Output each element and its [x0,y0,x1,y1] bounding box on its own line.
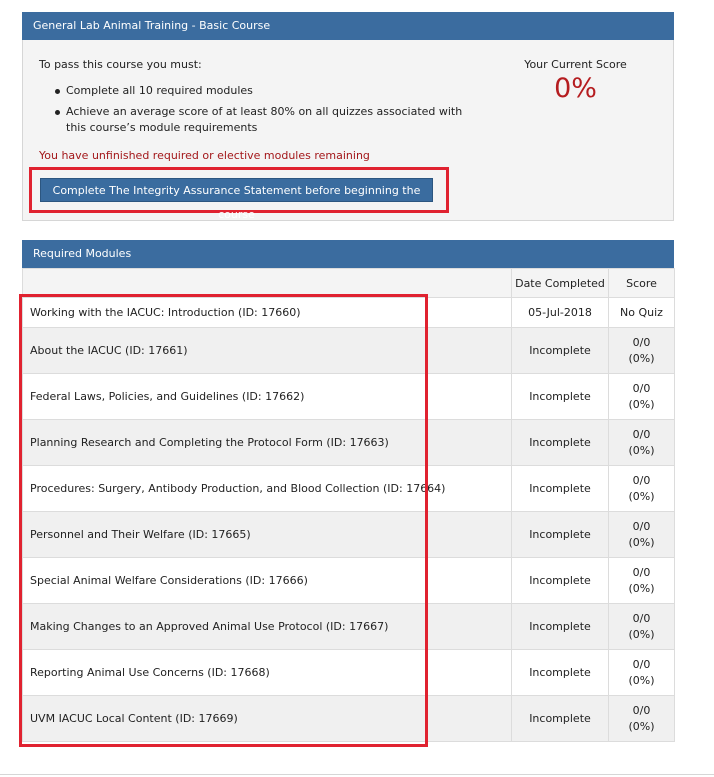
module-score-value: 0/0 [632,565,651,579]
module-score-percent: (0%) [628,397,655,411]
module-date-completed: Incomplete [512,420,609,466]
module-score-percent: (0%) [628,351,655,365]
current-score-label: Your Current Score [524,58,627,71]
module-name-link[interactable]: Reporting Animal Use Concerns (ID: 17668) [23,650,512,696]
module-score [609,298,675,328]
module-score-value: 0/0 [632,473,651,487]
module-score-percent: (0%) [628,627,655,641]
module-name-link[interactable]: UVM IACUC Local Content (ID: 17669) [23,696,512,742]
module-score-percent: (0%) [628,489,655,503]
module-score [609,374,675,420]
module-name-link[interactable]: Working with the IACUC: Introduction (ID: 17660) [23,298,512,328]
module-name-link[interactable]: Federal Laws, Policies, and Guidelines (ID: 17662) [23,374,512,420]
module-score [609,328,675,374]
module-score [609,650,675,696]
course-summary [22,40,674,221]
module-date-completed: 05-Jul-2018 [512,298,609,328]
course-panel [22,12,674,221]
module-score-percent: (0%) [628,581,655,595]
requirement-item: Complete all 10 required modules [39,83,469,99]
requirements-intro: To pass this course you must: [39,58,202,71]
module-score [609,604,675,650]
module-score [609,466,675,512]
module-score-percent: (0%) [628,443,655,457]
module-date-completed: Incomplete [512,466,609,512]
module-date-completed: Incomplete [512,696,609,742]
module-score-value: 0/0 [632,427,651,441]
unfinished-modules-warning: You have unfinished required or elective modules remaining [39,149,370,162]
module-score-value: 0/0 [632,335,651,349]
module-score-value: 0/0 [632,519,651,533]
module-name-link[interactable]: Making Changes to an Approved Animal Use Protocol (ID: 17667) [23,604,512,650]
module-score-percent: (0%) [628,535,655,549]
module-score-percent: (0%) [628,719,655,733]
module-score [609,558,675,604]
integrity-statement-button[interactable]: Complete The Integrity Assurance Statement before beginning the course [40,178,433,202]
module-date-completed: Incomplete [512,328,609,374]
module-date-completed: Incomplete [512,512,609,558]
module-score [609,512,675,558]
current-score-box [513,58,638,104]
requirement-item: Achieve an average score of at least 80% on all quizzes associated with this course’s module requirements [39,104,469,136]
module-name-link[interactable]: Personnel and Their Welfare (ID: 17665) [23,512,512,558]
module-score-value: 0/0 [632,703,651,717]
module-score [609,420,675,466]
column-header-score: Score [609,269,675,298]
module-names-highlight [19,294,428,747]
course-title: General Lab Animal Training - Basic Course [22,12,674,40]
footer-divider [0,774,714,775]
module-date-completed: Incomplete [512,558,609,604]
module-name-link[interactable]: About the IACUC (ID: 17661) [23,328,512,374]
module-name-link[interactable]: Planning Research and Completing the Protocol Form (ID: 17663) [23,420,512,466]
module-date-completed: Incomplete [512,650,609,696]
requirements-list [39,83,469,141]
module-name-link[interactable]: Procedures: Surgery, Antibody Production, and Blood Collection (ID: 17664) [23,466,512,512]
module-score-value: 0/0 [632,611,651,625]
module-name-link[interactable]: Special Animal Welfare Considerations (ID: 17666) [23,558,512,604]
module-date-completed: Incomplete [512,374,609,420]
current-score-value: 0% [554,73,597,104]
module-date-completed: Incomplete [512,604,609,650]
module-score-value: 0/0 [632,657,651,671]
module-score-value: No Quiz [620,305,663,319]
module-score [609,696,675,742]
module-score-percent: (0%) [628,673,655,687]
column-header-date-completed: Date Completed [512,269,609,298]
required-modules-title: Required Modules [22,240,674,268]
module-score-value: 0/0 [632,381,651,395]
